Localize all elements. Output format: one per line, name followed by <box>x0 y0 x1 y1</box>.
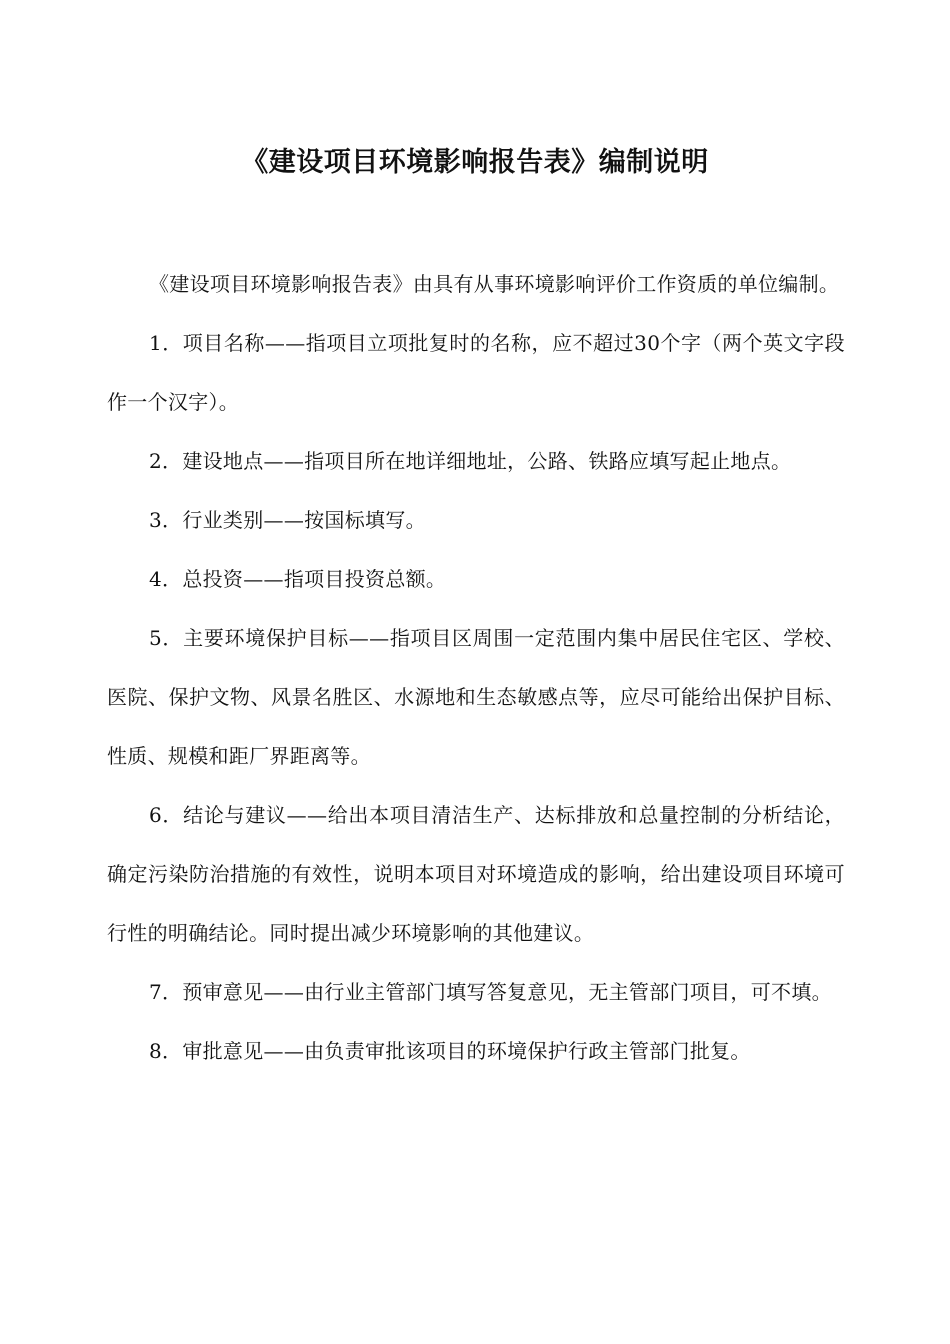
paragraph-item-5: 5．主要环境保护目标——指项目区周围一定范围内集中居民住宅区、学校、医院、保护文物、风景名胜区、水源地和生态敏感点等，应尽可能给出保护目标、性质、规模和距厂界距离等。 <box>107 626 845 768</box>
document-body <box>107 255 845 1081</box>
paragraph-item-7: 7．预审意见——由行业主管部门填写答复意见，无主管部门项目，可不填。 <box>149 980 832 1004</box>
page-title: 《建设项目环境影响报告表》编制说明 <box>241 147 709 178</box>
paragraph-item-4: 4．总投资——指项目投资总额。 <box>149 567 447 591</box>
paragraph-item-3: 3．行业类别——按国标填写。 <box>149 508 426 532</box>
paragraph-item-2: 2．建设地点——指项目所在地详细地址，公路、铁路应填写起止地点。 <box>149 449 792 473</box>
paragraph-item-6: 6．结论与建议——给出本项目清洁生产、达标排放和总量控制的分析结论，确定污染防治措施的有效性，说明本项目对环境造成的影响，给出建设项目环境可行性的明确结论。同时提出减少环境影响的其他建议。 <box>107 803 845 945</box>
paragraph-item-1: 1．项目名称——指项目立项批复时的名称，应不超过30个字（两个英文字段作一个汉字）。 <box>107 331 845 414</box>
paragraph-intro: 《建设项目环境影响报告表》由具有从事环境影响评价工作资质的单位编制。 <box>149 272 840 296</box>
paragraph-item-8: 8．审批意见——由负责审批该项目的环境保护行政主管部门批复。 <box>149 1039 751 1063</box>
